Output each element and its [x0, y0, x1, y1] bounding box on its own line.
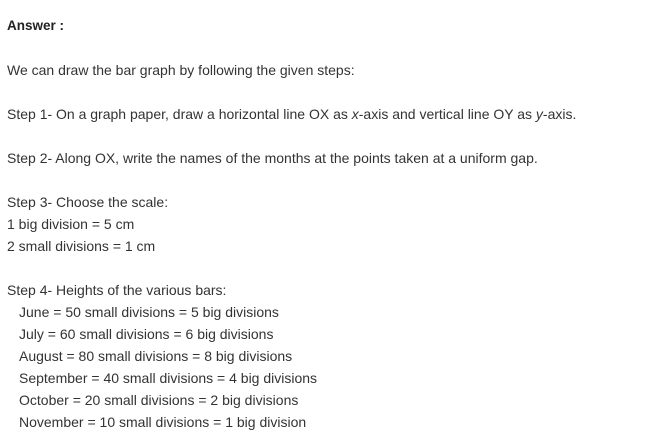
step-1-text: [7, 103, 637, 125]
y-axis-variable: y: [535, 106, 543, 122]
x-axis-variable: x: [351, 106, 359, 122]
bar-height-june: June = 50 small divisions = 5 big divisions: [19, 304, 279, 320]
step-3-title: Step 3- Choose the scale:: [7, 194, 169, 210]
step-2-text: Step 2- Along OX, write the names of the months at the points taken at a uniform gap.: [7, 150, 538, 166]
bar-height-november: November = 10 small divisions = 1 big division: [19, 414, 307, 430]
spacer: [7, 257, 637, 279]
step-1-part-c: -axis.: [542, 106, 577, 122]
answer-heading: Answer :: [7, 18, 65, 33]
answer-content: [7, 15, 637, 433]
bar-height-august: August = 80 small divisions = 8 big divisions: [19, 348, 293, 364]
bar-height-july: July = 60 small divisions = 6 big divisions: [19, 326, 274, 342]
step-1-part-b: -axis and vertical line OY as: [358, 106, 536, 122]
bar-height-october: October = 20 small divisions = 2 big divisions: [19, 392, 299, 408]
spacer: [7, 125, 637, 147]
step-4-title: Step 4- Heights of the various bars:: [7, 282, 227, 298]
spacer: [7, 81, 637, 103]
scale-line: 2 small divisions = 1 cm: [7, 238, 156, 254]
spacer: [7, 37, 637, 59]
intro-text: We can draw the bar graph by following the given steps:: [7, 62, 355, 78]
spacer: [7, 169, 637, 191]
bar-height-september: September = 40 small divisions = 4 big divisions: [19, 370, 318, 386]
step-1-part-a: Step 1- On a graph paper, draw a horizontal line OX as: [7, 106, 352, 122]
scale-line: 1 big division = 5 cm: [7, 216, 135, 232]
